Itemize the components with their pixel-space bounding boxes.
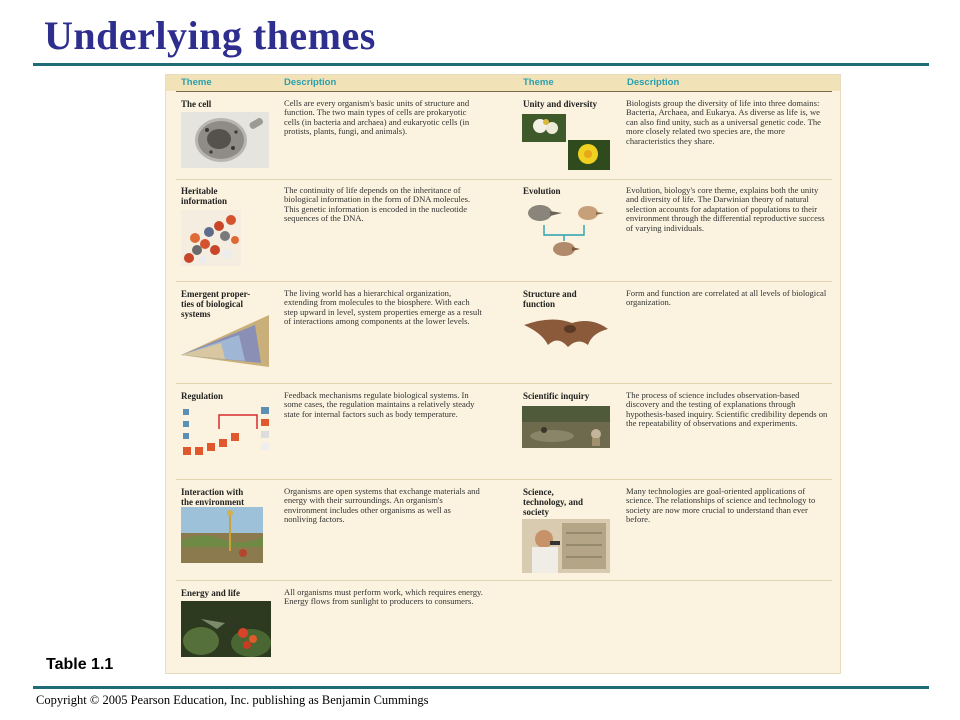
- description-inquiry: The process of science includes observation-based discovery and the testing of explanations through hypothesis-based inquiry. Scientific credibility depends on the repeatability of observations and experiments.: [626, 390, 828, 429]
- dna-model-icon: [181, 210, 241, 266]
- description-environment: Organisms are open systems that exchange materials and energy with their surroundings. An organism's environment includes other organisms as well as nonliving factors.: [284, 486, 480, 525]
- theme-name-cell: The cell: [181, 99, 212, 109]
- hierarchy-fan-icon: [181, 315, 269, 367]
- theme-name-society: Science, technology, and society: [523, 487, 584, 517]
- feedback-diagram-icon: [181, 405, 273, 463]
- description-structure: Form and function are correlated at all levels of biological organization.: [626, 288, 827, 308]
- description-regulation: Feedback mechanisms regulate biological systems. In some cases, the regulation maintains a relatively steady state for internal factors such as body temperature.: [284, 390, 475, 419]
- header-theme-left: Theme: [181, 77, 212, 88]
- themes-table: [165, 74, 841, 674]
- title-divider: [33, 63, 929, 66]
- ecosystem-photo-icon: [181, 507, 263, 563]
- theme-name-evolution: Evolution: [523, 186, 561, 196]
- description-cell: Cells are every organism's basic units of structure and function. The two main types of cells are prokaryotic cells (in bacteria and archaea) and eukaryotic cells (in protists, plants, fungi, and animals).: [284, 98, 470, 137]
- hummingbird-photo-icon: [181, 601, 271, 657]
- finches-diagram-icon: [522, 201, 608, 259]
- cell-micrograph-icon: [181, 112, 269, 168]
- header-theme-right: Theme: [523, 77, 554, 88]
- table-caption: Table 1.1: [46, 656, 114, 673]
- theme-name-heritable: Heritable information: [181, 186, 227, 206]
- bat-wing-icon: [522, 315, 610, 351]
- theme-name-environment: Interaction with the environment: [181, 487, 245, 507]
- description-emergent: The living world has a hierarchical organization, extending from molecules to the biosphere. With each step upward in level, system properties emerge as a result of interactions among components at the lower levels.: [284, 288, 482, 327]
- description-society: Many technologies are goal-oriented applications of science. The relationships of science and technology to society are now more crucial to understand than ever before.: [626, 486, 816, 525]
- theme-name-unity: Unity and diversity: [523, 99, 598, 109]
- row-divider: [176, 479, 832, 480]
- description-energy: All organisms must perform work, which requires energy. Energy flows from sunlight to producers to consumers.: [284, 587, 483, 607]
- slide-title: Underlying themes: [44, 13, 376, 58]
- header-description-right: Description: [627, 77, 680, 88]
- row-divider: [176, 281, 832, 282]
- theme-name-inquiry: Scientific inquiry: [523, 391, 590, 401]
- header-description-left: Description: [284, 77, 337, 88]
- description-unity: Biologists group the diversity of life into three domains: Bacteria, Archaea, and Eukarya. As diverse as life is, we can also find unity, such as a universal genetic code. The more closely related two species are, the more characteristics they share.: [626, 98, 821, 146]
- copyright-notice: Copyright © 2005 Pearson Education, Inc. publishing as Benjamin Cummings: [36, 693, 429, 707]
- row-divider: [176, 580, 832, 581]
- scientist-photo-icon: [522, 519, 610, 573]
- flowers-photo-icon: [522, 114, 610, 170]
- row-divider: [176, 179, 832, 180]
- table-header: [166, 75, 840, 91]
- field-research-photo-icon: [522, 406, 610, 448]
- row-divider: [176, 383, 832, 384]
- footer-divider: [33, 686, 929, 689]
- header-divider: [176, 91, 832, 92]
- theme-name-energy: Energy and life: [181, 588, 241, 598]
- theme-name-emergent: Emergent proper- ties of biological systems: [181, 289, 251, 319]
- theme-name-regulation: Regulation: [181, 391, 224, 401]
- description-evolution: Evolution, biology's core theme, explains both the unity and diversity of life. The Darwinian theory of natural selection accounts for adaptation of populations to their environment through the differential reproductive success of varying individuals.: [626, 185, 825, 233]
- description-heritable: The continuity of life depends on the inheritance of biological information in the form of DNA molecules. This genetic information is encoded in the nucleotide sequences of the DNA.: [284, 185, 471, 224]
- theme-name-structure: Structure and function: [523, 289, 577, 309]
